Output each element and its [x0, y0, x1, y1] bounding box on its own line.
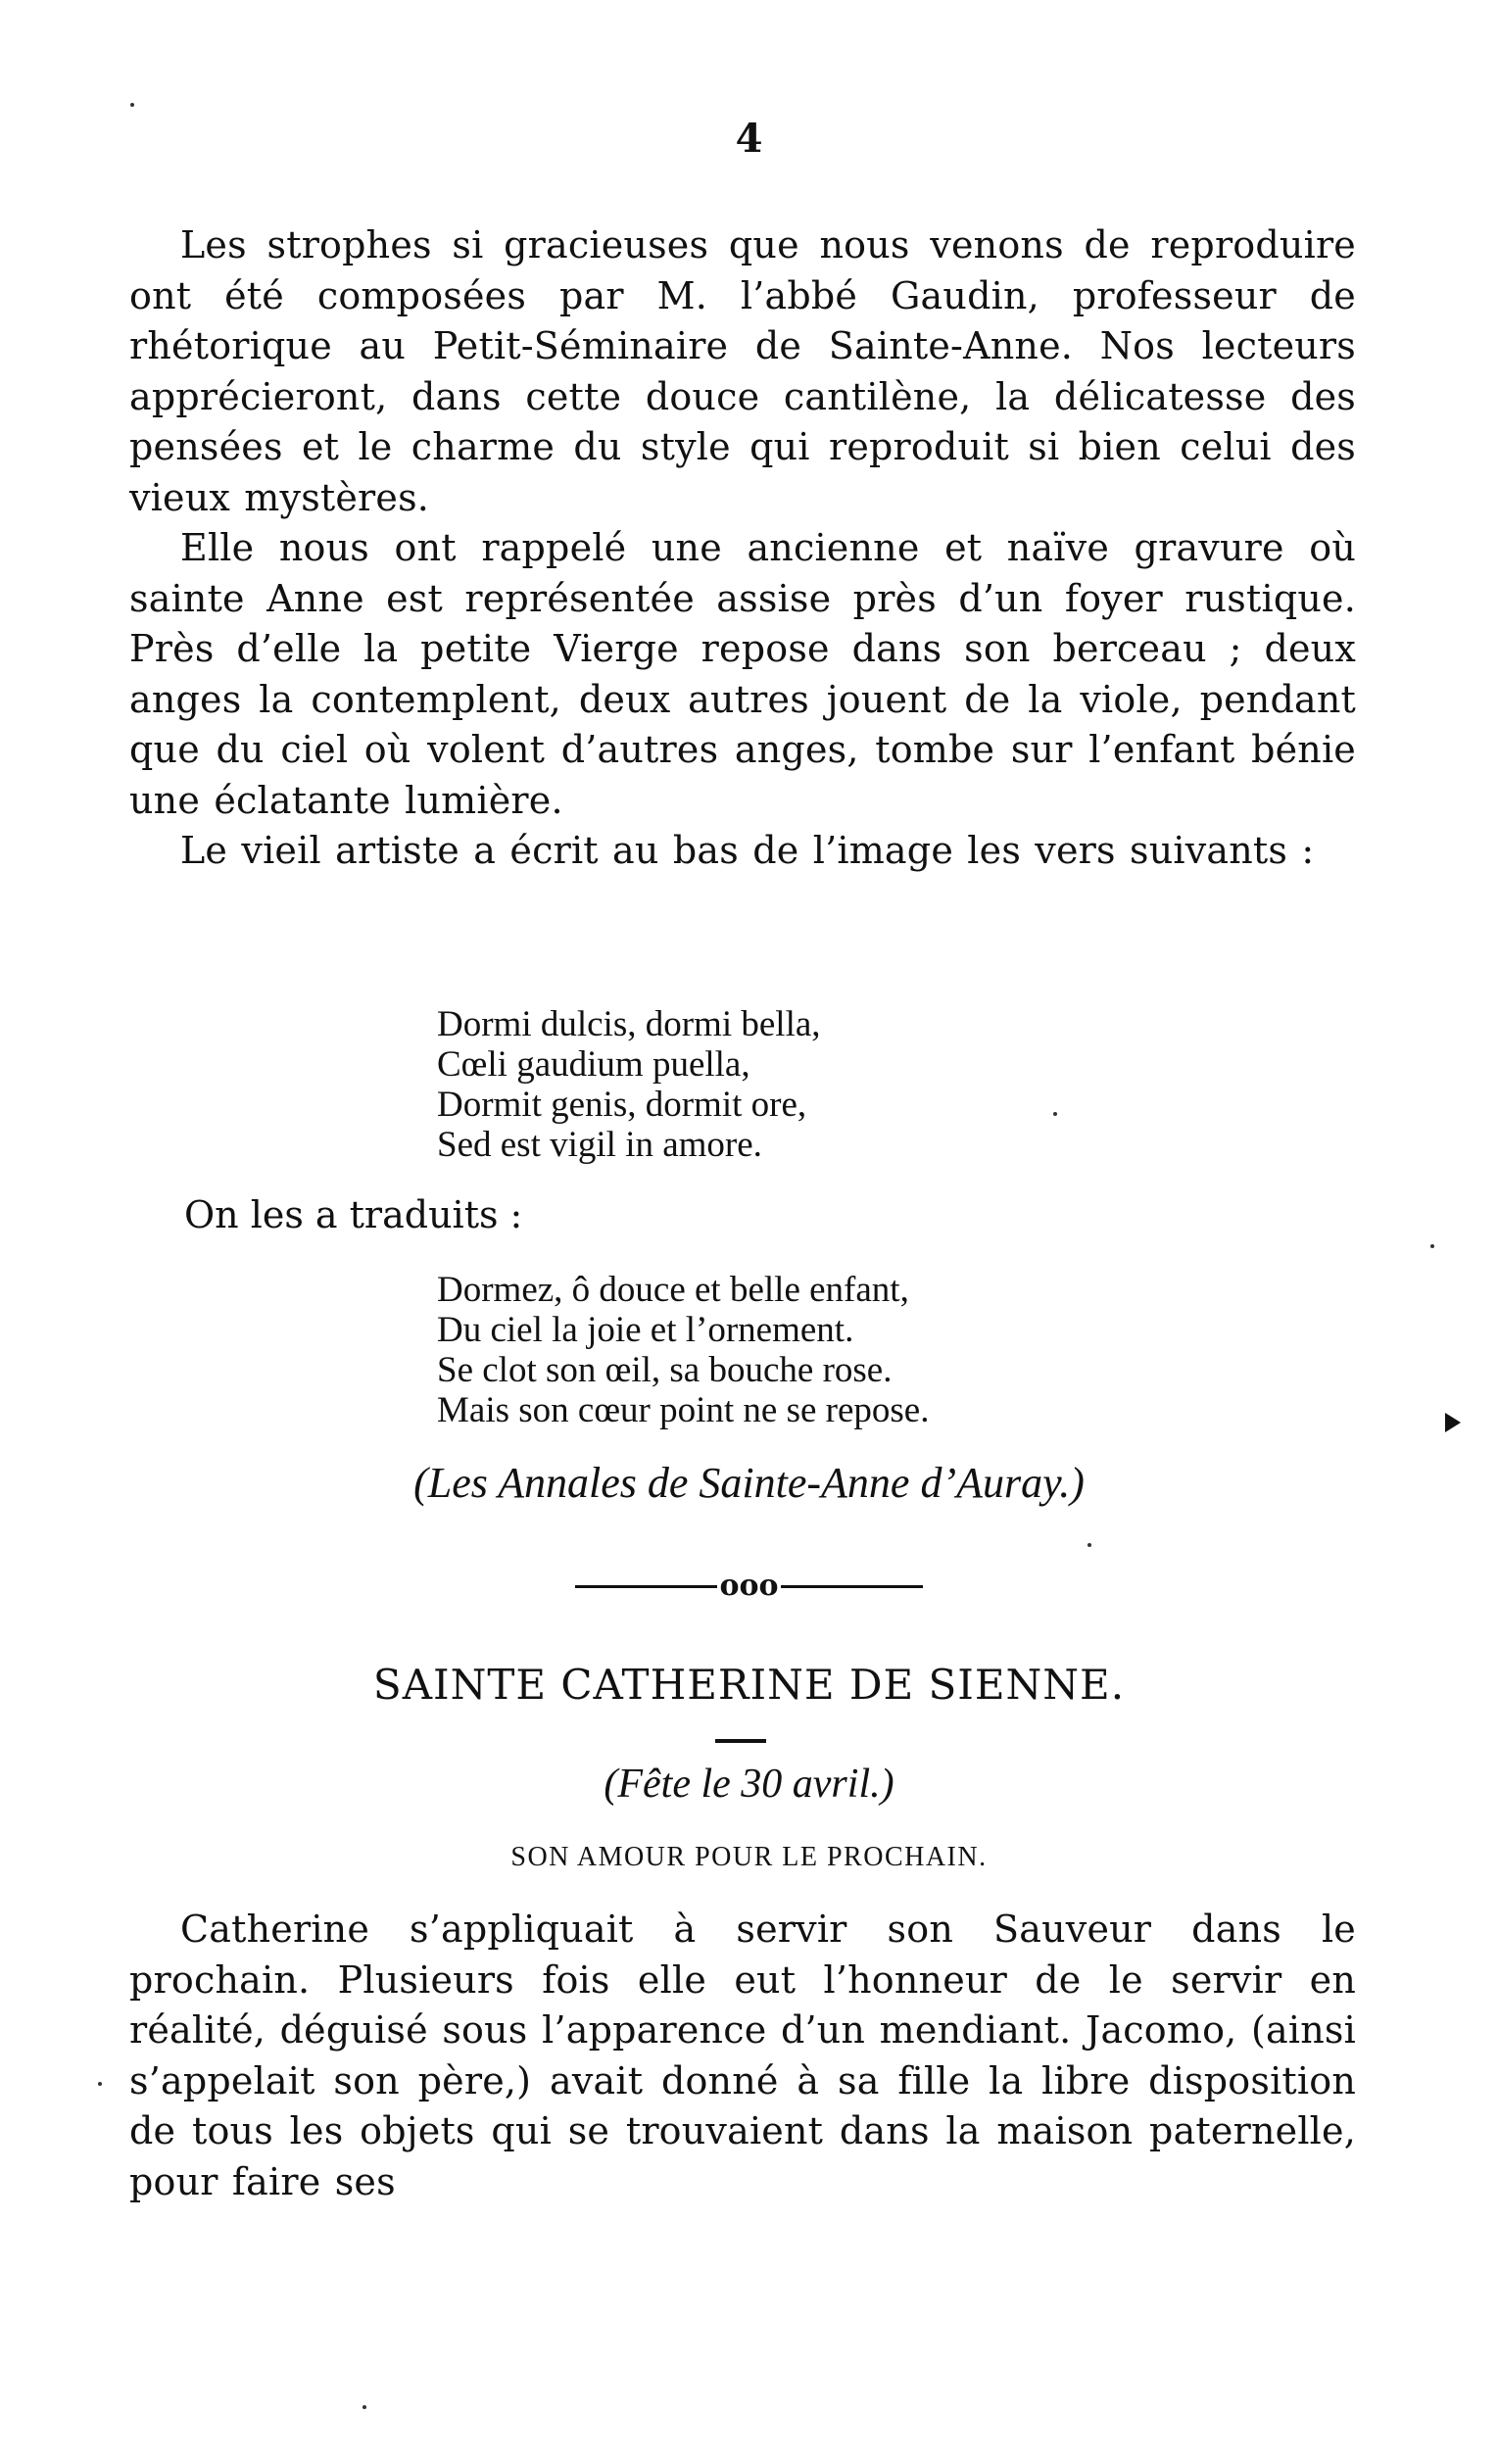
separator-rule-right: [781, 1585, 923, 1588]
print-speck: [130, 103, 134, 107]
verse-line: Sed est vigil in amore.: [437, 1125, 762, 1165]
paragraph-gravure: Elle nous ont rappelé une ancienne et naïve gravure où sainte Anne est représentée assise près d’un foyer rustique. Près d’elle la petite Vierge repose dans son berceau ; deux anges la contemplent, deux autres jouent de la viole, pendant que du ciel où volent d’autres anges, tombe sur l’enfant bénie une éclatante lumière.: [129, 526, 1356, 822]
translation-intro: On les a traduits :: [184, 1193, 523, 1236]
section-separator: [0, 1566, 1498, 1606]
section-heading: SAINTE CATHERINE DE SIENNE.: [372, 1661, 1126, 1709]
paragraph-catherine: Catherine s’appliquait à servir son Sauveur dans le prochain. Plusieurs fois elle eut l’honneur de le servir en réalité, déguisé sous l’apparence d’un mendiant. Jacomo, (ainsi s’appelait son père,) avait donné à sa fille la libre disposition de tous les objets qui se trouvaient dans la maison paternelle, pour faire ses: [129, 1908, 1356, 2203]
heading-rule: [715, 1739, 766, 1743]
intro-text-block: [129, 220, 1356, 877]
paragraph-strophes: Les strophes si gracieuses que nous venons de reproduire ont été composées par M. l’abbé Gaudin, professeur de rhétorique au Petit-Séminaire de Sainte-Anne. Nos lecteurs apprécieront, dans cette douce cantilène, la délicatesse des pensées et le charme du style qui reproduit si bien celui des vieux mystères.: [129, 223, 1356, 519]
feast-date: [0, 1761, 1498, 1808]
separator-rule-left: [575, 1585, 717, 1588]
page-number: 4: [735, 116, 763, 162]
verse-line: Du ciel la joie et l’ornement.: [437, 1310, 854, 1350]
verse-line: Cœli gaudium puella,: [437, 1044, 750, 1085]
verse-line: Se clot son œil, sa bouche rose.: [437, 1350, 893, 1390]
verse-line: Dormit genis, dormit ore,: [437, 1085, 807, 1125]
latin-verse: [437, 1004, 821, 1165]
french-verse: [437, 1270, 929, 1430]
printer-arrow-icon: [1445, 1413, 1461, 1432]
print-speck: [98, 2082, 102, 2086]
verse-line: Mais son cœur point ne se repose.: [437, 1390, 930, 1430]
print-speck: [1430, 1244, 1434, 1248]
separator-mark: ooo: [719, 1569, 779, 1603]
verse-line: Dormi dulcis, dormi bella,: [437, 1004, 821, 1044]
section-subheading: SON AMOUR POUR LE PROCHAIN.: [510, 1842, 988, 1872]
print-speck: [1053, 1112, 1057, 1116]
verse-line: Dormez, ô douce et belle enfant,: [437, 1270, 909, 1310]
paragraph-vieil-artiste: Le vieil artiste a écrit au bas de l’image les vers suivants :: [180, 829, 1315, 872]
feast-date-text: (Fête le 30 avril.): [604, 1762, 894, 1807]
print-speck: [1087, 1543, 1091, 1547]
print-speck: [362, 2405, 366, 2409]
source-citation: (Les Annales de Sainte-Anne d’Auray.): [413, 1459, 1085, 1507]
catherine-text-block: [129, 1905, 1356, 2207]
